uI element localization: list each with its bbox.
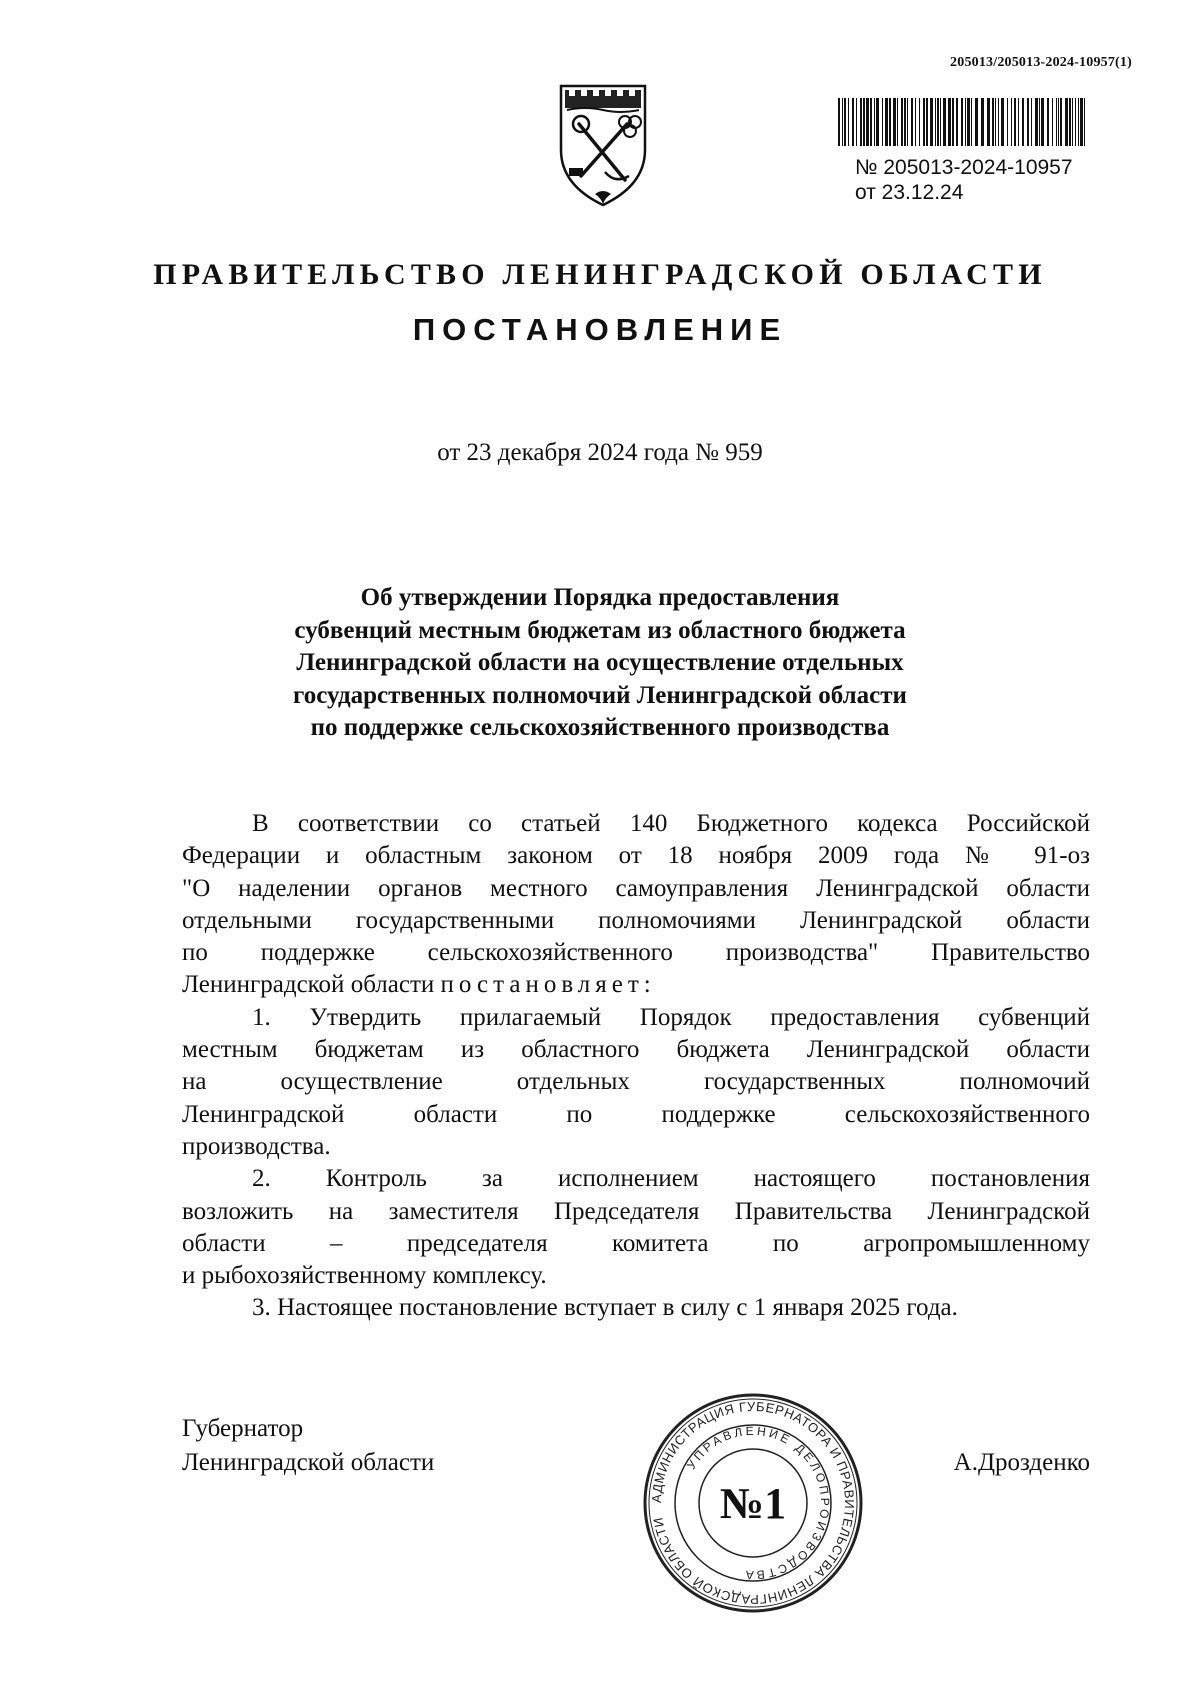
barcode-bar bbox=[952, 98, 954, 146]
barcode-bar bbox=[992, 98, 994, 146]
barcode-bar bbox=[1035, 98, 1038, 146]
barcode-bar bbox=[1080, 98, 1083, 146]
barcode-bar bbox=[866, 98, 869, 146]
body-line: по поддержке сельскохозяйственного производства" Правительство bbox=[182, 939, 1090, 967]
official-stamp-icon bbox=[638, 1388, 868, 1618]
barcode-bar bbox=[844, 98, 846, 146]
barcode-bar bbox=[965, 98, 966, 146]
coat-of-arms-icon bbox=[555, 80, 651, 210]
item-1-line: производства. bbox=[182, 1132, 331, 1160]
barcode-bar bbox=[1060, 98, 1062, 146]
barcode-bar bbox=[1022, 98, 1024, 146]
barcode-bar bbox=[987, 98, 990, 146]
barcode-bar bbox=[926, 98, 928, 146]
barcode-bar bbox=[1075, 98, 1076, 146]
barcode-bar bbox=[885, 98, 888, 146]
barcode-bar bbox=[856, 98, 857, 146]
body-line: В соответствии со статьей 140 Бюджетного кодекса Российской bbox=[252, 810, 1090, 837]
registration-date: от 23.12.24 bbox=[855, 181, 964, 204]
barcode-bar bbox=[940, 98, 941, 146]
barcode-bar bbox=[852, 98, 854, 146]
item-1-line: на осуществление отдельных государственных полномочий bbox=[182, 1068, 1090, 1096]
barcode-bar bbox=[961, 98, 963, 146]
barcode-bar bbox=[915, 98, 916, 146]
barcode-bar bbox=[971, 98, 972, 146]
barcode-bar bbox=[1039, 98, 1040, 146]
barcode-bar bbox=[876, 98, 879, 146]
barcode-bar bbox=[995, 98, 996, 146]
body-line-text: Ленинградской области bbox=[182, 971, 435, 999]
item-2-line: и рыбохозяйственному комплексу. bbox=[182, 1262, 547, 1290]
barcode-bar bbox=[901, 98, 903, 146]
subject-line: государственных полномочий Ленинградской области bbox=[293, 681, 907, 709]
barcode-bar bbox=[935, 98, 936, 146]
item-2-line: возложить на заместителя Председателя Правительства Ленинградской bbox=[182, 1197, 1090, 1225]
barcode-bar bbox=[1058, 98, 1059, 146]
barcode-bar bbox=[1084, 98, 1085, 146]
document-body bbox=[182, 808, 1090, 1325]
barcode-bar bbox=[919, 98, 920, 146]
barcode-bar bbox=[937, 98, 939, 146]
subject-line: по поддержке сельскохозяйственного производства bbox=[310, 714, 890, 741]
item-1-line: Ленинградской области по поддержке сельскохозяйственного bbox=[182, 1100, 1090, 1128]
document-subject bbox=[0, 582, 1200, 745]
barcode-bar bbox=[889, 98, 891, 146]
barcode-bar bbox=[1018, 98, 1019, 146]
subject-line: Ленинградской области на осуществление отдельных bbox=[296, 649, 904, 676]
item-2-line: области – председателя комитета по агропромышленному bbox=[182, 1229, 1090, 1257]
document-type: ПОСТАНОВЛЕНИЕ bbox=[412, 312, 788, 347]
position-line: Ленинградской области bbox=[182, 1449, 435, 1476]
barcode-bar bbox=[1014, 98, 1016, 146]
barcode-bar bbox=[904, 98, 906, 146]
government-title: ПРАВИТЕЛЬСТВО ЛЕНИНГРАДСКОЙ ОБЛАСТИ bbox=[153, 258, 1047, 291]
barcode-bar bbox=[860, 98, 862, 146]
barcode-bar bbox=[1052, 98, 1053, 146]
barcode-bar bbox=[943, 98, 946, 146]
barcode-bar bbox=[1041, 98, 1044, 146]
document-date-line: от 23 декабря 2024 года № 959 bbox=[437, 439, 763, 466]
barcode-bar bbox=[842, 98, 843, 146]
barcode-bar bbox=[882, 98, 883, 146]
barcode-bar bbox=[838, 98, 840, 146]
barcode-bar bbox=[948, 98, 951, 146]
barcode-bar bbox=[863, 98, 865, 146]
item-3-line: 3. Настоящее постановление вступает в силу с 1 января 2025 года. bbox=[252, 1294, 958, 1322]
document-id: 205013/205013-2024-10957(1) bbox=[950, 55, 1132, 70]
seal-center-number: №1 bbox=[719, 1479, 787, 1528]
barcode-bar bbox=[998, 98, 999, 146]
barcode-bar bbox=[893, 98, 896, 146]
seal-inner-text: УПРАВЛЕНИЕ ДЕЛОПРОИЗВОДСТВА bbox=[684, 1423, 833, 1583]
barcode-bar bbox=[1056, 98, 1057, 146]
barcode-bar bbox=[923, 98, 925, 146]
barcode-bar bbox=[967, 98, 970, 146]
barcode-bar bbox=[897, 98, 898, 146]
signatory-name: А.Дрозденко bbox=[953, 1449, 1090, 1476]
subject-line: субвенций местным бюджетам из областного бюджета bbox=[294, 616, 906, 644]
body-line: "О наделении органов местного самоуправления Ленинградской области bbox=[182, 874, 1090, 902]
barcode-bar bbox=[911, 98, 913, 146]
barcode-bar bbox=[981, 98, 984, 146]
item-2-line: 2. Контроль за исполнением настоящего постановления bbox=[252, 1165, 1090, 1193]
barcode-bar bbox=[1001, 98, 1004, 146]
barcode-bar bbox=[1031, 98, 1032, 146]
barcode-bar bbox=[956, 98, 958, 146]
registration-number: № 205013-2024-10957 bbox=[855, 156, 1073, 179]
barcode-bar bbox=[1027, 98, 1029, 146]
position-line: Губернатор bbox=[182, 1415, 304, 1442]
seal-outer-text: АДМИНИСТРАЦИЯ ГУБЕРНАТОРА И ПРАВИТЕЛЬСТВА ЛЕНИНГРАДСКОЙ ОБЛАСТИ bbox=[648, 1398, 858, 1608]
item-1-line: 1. Утвердить прилагаемый Порядок предоставления субвенций bbox=[252, 1003, 1090, 1031]
body-line: Федерации и областным законом от 18 ноября 2009 года № 91-оз bbox=[182, 842, 1090, 870]
barcode-bar bbox=[1011, 98, 1012, 146]
barcode-bar bbox=[930, 98, 933, 146]
barcode-bar bbox=[848, 98, 849, 146]
barcode-bar bbox=[1047, 98, 1049, 146]
item-1-line: местным бюджетам из областного бюджета Ленинградской области bbox=[182, 1036, 1090, 1064]
barcode-bar bbox=[907, 98, 908, 146]
barcode-bar bbox=[975, 98, 978, 146]
barcode-bar bbox=[870, 98, 872, 146]
barcode-bar bbox=[1078, 98, 1079, 146]
barcode-bar bbox=[1072, 98, 1073, 146]
barcode-bar bbox=[1065, 98, 1068, 146]
subject-line: Об утверждении Порядка предоставления bbox=[360, 584, 840, 611]
resolves-word: постановляет: bbox=[440, 971, 656, 999]
body-line bbox=[182, 969, 1090, 1001]
barcode-bar bbox=[1069, 98, 1071, 146]
barcode-icon bbox=[838, 98, 1088, 146]
signatory-position bbox=[182, 1412, 434, 1480]
barcode-bar bbox=[874, 98, 875, 146]
barcode-bar bbox=[1007, 98, 1008, 146]
body-line: отдельными государственными полномочиями Ленинградской области bbox=[182, 906, 1090, 934]
